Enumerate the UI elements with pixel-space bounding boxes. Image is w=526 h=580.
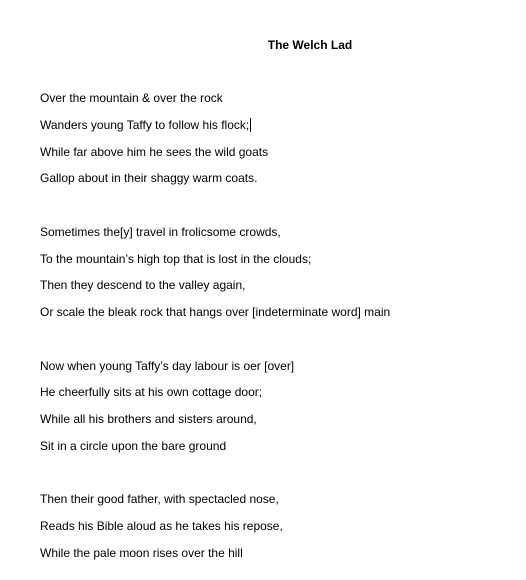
poem-line: Over the mountain & over the rock xyxy=(40,91,223,105)
poem-line: Then they descend to the valley again, xyxy=(40,278,246,293)
stanza-1 xyxy=(40,91,510,225)
poem-line-with-cursor[interactable] xyxy=(40,118,510,145)
poem-line: Sit in a circle upon the bare ground xyxy=(40,438,227,453)
poem-line: While far above him he sees the wild goats xyxy=(40,144,269,159)
poem-line: Then their good father, with spectacled nose, xyxy=(40,492,279,507)
poem-line: While all his brothers and sisters around, xyxy=(40,412,257,426)
poem-line: Now when young Taffy’s day labour is oer [over] xyxy=(40,358,295,373)
poem-line: To the mountain’s high top that is lost in the clouds; xyxy=(40,251,312,266)
poem-line: While the pale moon rises over the hill xyxy=(40,545,243,560)
blank-line xyxy=(40,466,510,493)
poem-line: Reads his Bible aloud as he takes his repose, xyxy=(40,519,283,533)
blank-line xyxy=(40,198,510,225)
poem-line: Sometimes the[y] travel in frolicsome crowds, xyxy=(40,224,281,239)
blank-line xyxy=(40,332,510,359)
poem-body xyxy=(40,91,510,573)
poem-line-text: Wanders young Taffy to follow his flock; xyxy=(40,117,250,132)
stanza-3 xyxy=(40,359,510,493)
poem-line: Gallop about in their shaggy warm coats. xyxy=(40,171,258,186)
document-title: The Welch Lad xyxy=(267,38,353,52)
text-cursor xyxy=(250,118,251,132)
stanza-4 xyxy=(40,492,510,572)
poem-line: He cheerfully sits at his own cottage door; xyxy=(40,385,263,400)
stanza-2 xyxy=(40,225,510,359)
poem-line: Or scale the bleak rock that hangs over [indeterminate word] main xyxy=(40,305,391,319)
